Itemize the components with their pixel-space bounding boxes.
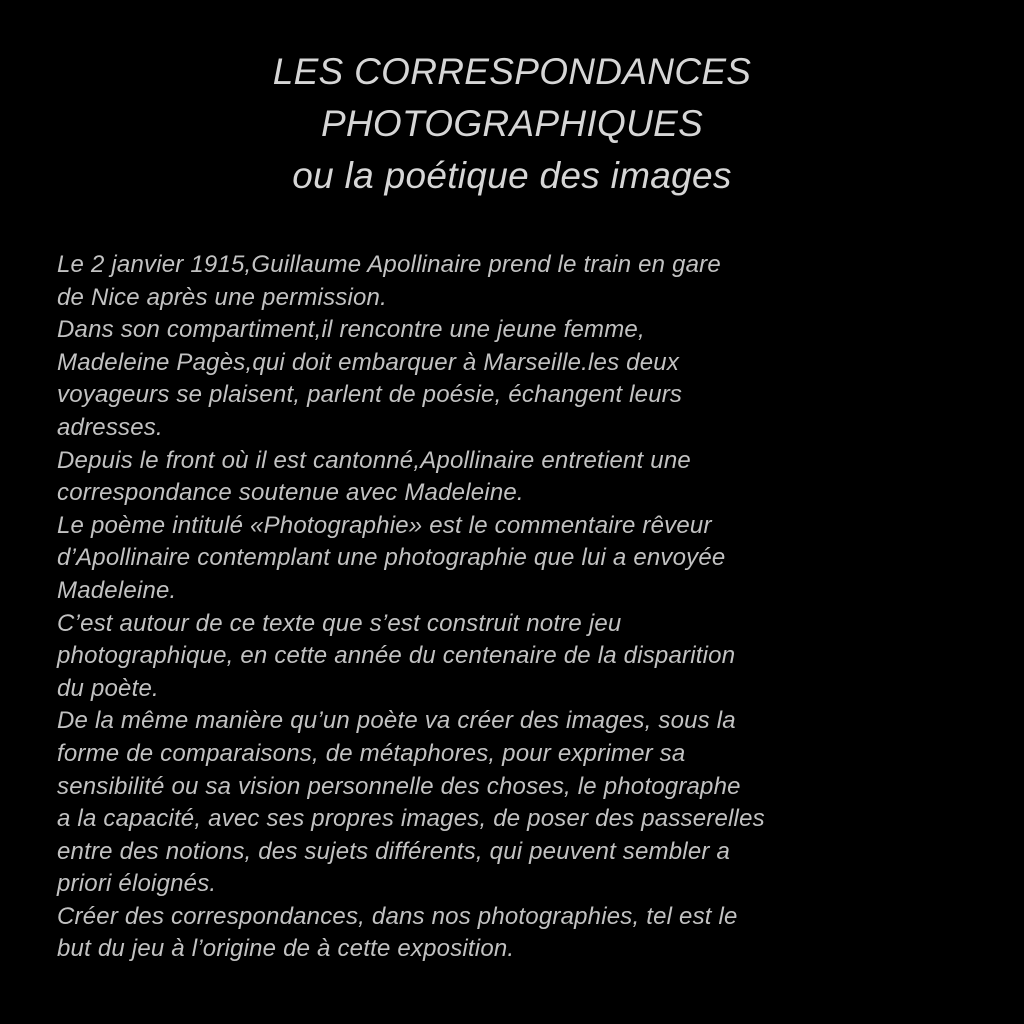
title-block — [0, 46, 1024, 202]
body-line: Le poème intitulé «Photographie» est le commentaire rêveur — [57, 511, 712, 539]
body-line: voyageurs se plaisent, parlent de poésie, échangent leurs — [57, 381, 683, 409]
body-line: Madeleine. — [57, 576, 177, 604]
body-line: Madeleine Pagès,qui doit embarquer à Marseille.les deux — [57, 348, 680, 376]
body-line: correspondance soutenue avec Madeleine. — [57, 479, 524, 507]
body-line: d’Apollinaire contemplant une photographie que lui a envoyée — [57, 544, 726, 572]
body-line: De la même manière qu’un poète va créer des images, sous la — [57, 707, 736, 735]
title-line-2: PHOTOGRAPHIQUES — [320, 103, 704, 144]
body-line: C’est autour de ce texte que s’est construit notre jeu — [57, 609, 622, 637]
body-line: Depuis le front où il est cantonné,Apollinaire entretient une — [57, 446, 691, 474]
body-line: photographique, en cette année du centenaire de la disparition — [57, 642, 736, 670]
body-line: Le 2 janvier 1915,Guillaume Apollinaire prend le train en gare — [57, 251, 721, 278]
subtitle-line: ou la poétique des images — [292, 155, 732, 196]
body-line: Dans son compartiment,il rencontre une jeune femme, — [57, 316, 645, 344]
body-text — [57, 249, 1007, 966]
body-line: entre des notions, des sujets différents, qui peuvent sembler a — [57, 837, 730, 865]
body-line: Créer des correspondances, dans nos photographies, tel est le — [57, 902, 738, 930]
body-line: forme de comparaisons, de métaphores, pour exprimer sa — [57, 739, 686, 767]
body-line: de Nice après une permission. — [57, 283, 387, 311]
body-line: adresses. — [57, 413, 163, 441]
body-line: a la capacité, avec ses propres images, de poser des passerelles — [57, 805, 765, 833]
title-line-1: LES CORRESPONDANCES — [272, 51, 752, 92]
body-line: du poète. — [57, 674, 159, 702]
body-line: but du jeu à l’origine de à cette exposition. — [57, 935, 515, 963]
body-line: priori éloignés. — [57, 870, 217, 898]
body-line: sensibilité ou sa vision personnelle des choses, le photographe — [57, 772, 741, 800]
